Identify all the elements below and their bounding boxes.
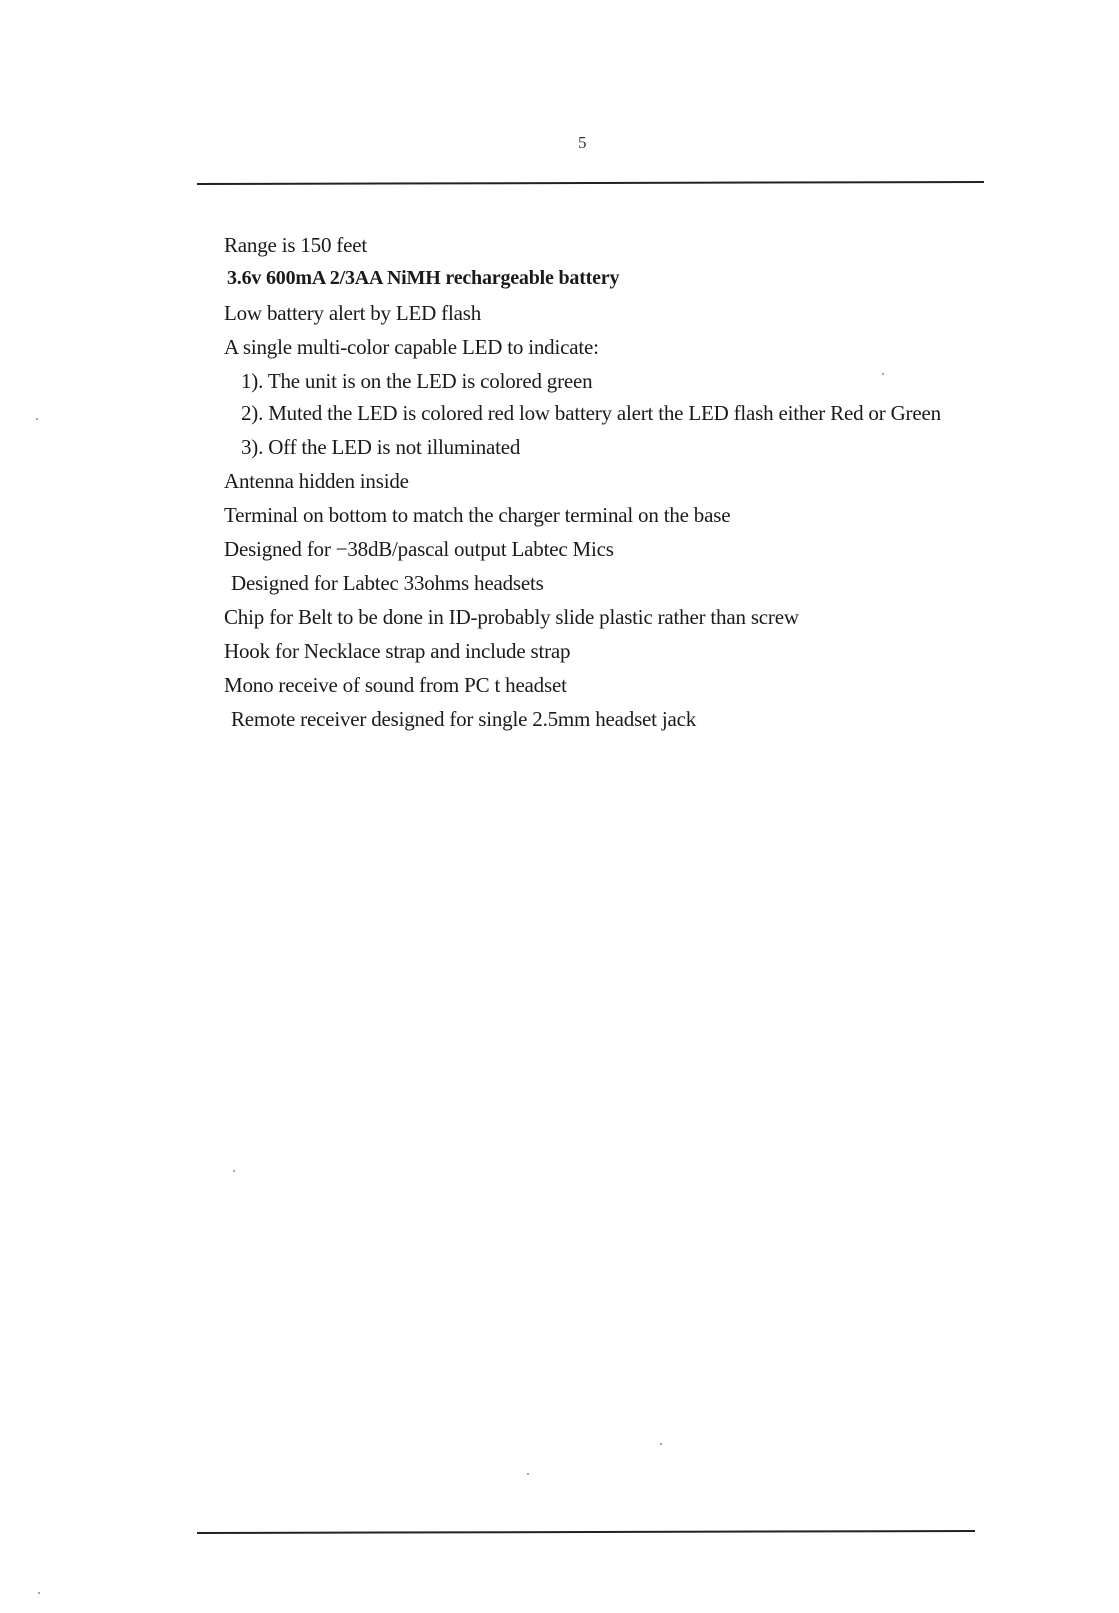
spec-line-led-off: 3). Off the LED is not illuminated bbox=[241, 435, 521, 459]
footer-rule bbox=[197, 1530, 975, 1534]
scan-speck bbox=[233, 1170, 235, 1172]
spec-line-low-battery: Low battery alert by LED flash bbox=[224, 301, 481, 325]
spec-line-led-muted: 2). Muted the LED is colored red low battery alert the LED flash either Red or Green bbox=[241, 401, 941, 425]
spec-line-antenna: Antenna hidden inside bbox=[224, 469, 409, 493]
scan-speck bbox=[660, 1443, 662, 1445]
spec-line-led: A single multi-color capable LED to indicate: bbox=[224, 335, 599, 359]
spec-line-mono: Mono receive of sound from PC t headset bbox=[224, 673, 567, 697]
scan-speck bbox=[882, 373, 884, 375]
spec-line-range: Range is 150 feet bbox=[224, 233, 367, 257]
spec-line-headsets: Designed for Labtec 33ohms headsets bbox=[231, 571, 544, 595]
spec-line-remote-receiver: Remote receiver designed for single 2.5mm headset jack bbox=[231, 707, 697, 731]
spec-line-necklace: Hook for Necklace strap and include strap bbox=[224, 639, 571, 663]
spec-line-belt-clip: Chip for Belt to be done in ID-probably slide plastic rather than screw bbox=[224, 605, 799, 629]
spec-line-mics: Designed for −38dB/pascal output Labtec Mics bbox=[224, 537, 614, 561]
spec-line-terminal: Terminal on bottom to match the charger terminal on the base bbox=[224, 503, 731, 527]
page-number: 5 bbox=[578, 133, 587, 152]
scan-speck bbox=[527, 1473, 529, 1475]
header-rule bbox=[197, 181, 984, 185]
spec-line-led-on: 1). The unit is on the LED is colored green bbox=[241, 369, 593, 393]
spec-line-battery: 3.6v 600mA 2/3AA NiMH rechargeable battery bbox=[227, 267, 620, 289]
scan-speck bbox=[38, 1592, 40, 1594]
scan-speck bbox=[36, 418, 38, 420]
